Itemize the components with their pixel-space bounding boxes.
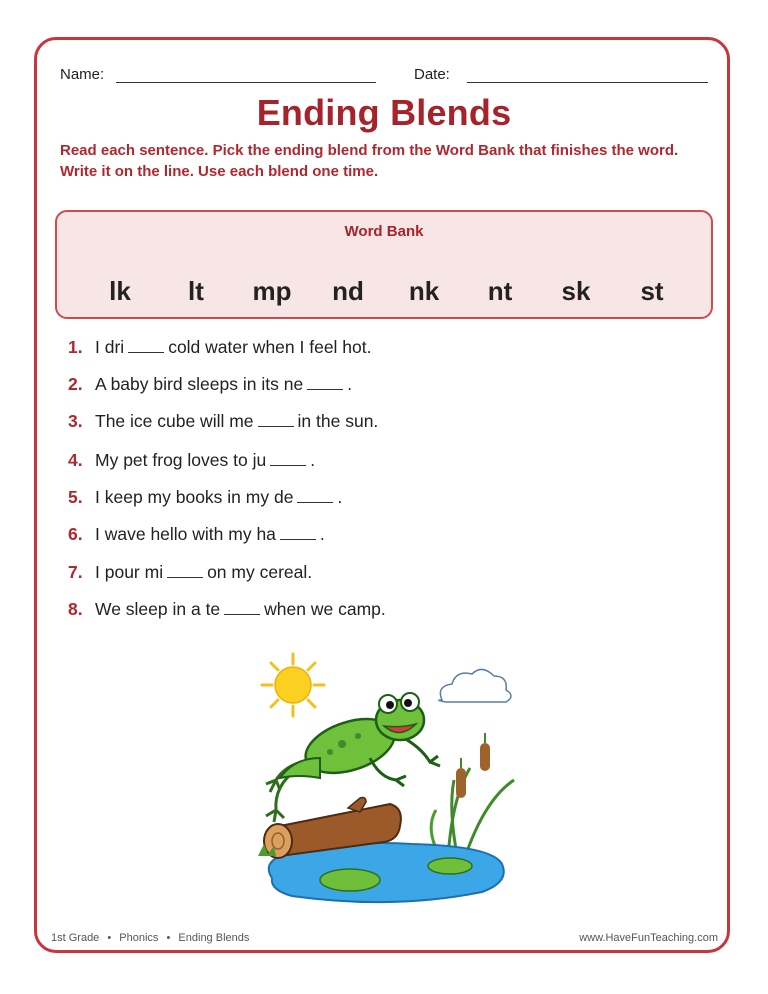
sentence-start: We sleep in a te xyxy=(95,599,221,619)
answer-blank[interactable] xyxy=(297,488,333,503)
sentence-8 xyxy=(68,599,386,620)
sentence-6 xyxy=(68,524,325,545)
blend-nd: nd xyxy=(332,276,364,306)
sentence-number: 6. xyxy=(68,524,83,544)
blend-st: st xyxy=(640,276,664,306)
answer-blank[interactable] xyxy=(224,600,260,615)
date-label: Date: xyxy=(414,66,450,83)
answer-blank[interactable] xyxy=(128,338,164,353)
sentence-2 xyxy=(68,374,352,395)
blend-nk: nk xyxy=(408,276,440,306)
blend-nt: nt xyxy=(487,276,513,306)
sentence-start: I pour mi xyxy=(95,562,164,582)
blend-mp: mp xyxy=(252,276,292,306)
answer-blank[interactable] xyxy=(307,375,343,390)
sentence-end: . xyxy=(310,450,316,470)
sentence-end: . xyxy=(347,374,353,394)
sentence-number: 4. xyxy=(68,450,83,470)
sentence-7 xyxy=(68,562,312,583)
sentence-number: 7. xyxy=(68,562,83,582)
sentence-end: . xyxy=(337,487,343,507)
name-line[interactable] xyxy=(116,82,376,83)
date-line[interactable] xyxy=(467,82,708,83)
answer-blank[interactable] xyxy=(167,563,203,578)
cattail-icon xyxy=(431,733,514,860)
word-bank xyxy=(55,210,713,319)
name-label: Name: xyxy=(60,66,105,83)
sentence-end: . xyxy=(319,524,325,544)
sentence-start: I wave hello with my ha xyxy=(95,524,276,544)
sentence-end: on my cereal. xyxy=(207,562,313,582)
sentence-end: in the sun. xyxy=(297,411,379,431)
sun-icon xyxy=(262,654,324,716)
footer-separator: • xyxy=(107,932,112,944)
sentence-3 xyxy=(68,411,378,432)
sentence-end: cold water when I feel hot. xyxy=(168,337,372,357)
sentence-number: 2. xyxy=(68,374,83,394)
blend-lt: lt xyxy=(188,276,204,306)
page-title: Ending Blends xyxy=(256,92,512,133)
sentence-start: I dri xyxy=(95,337,125,357)
sentence-start: I keep my books in my de xyxy=(95,487,294,507)
footer-breadcrumb xyxy=(51,932,249,944)
footer-topic: Ending Blends xyxy=(178,932,250,944)
sentence-start: A baby bird sleeps in its ne xyxy=(95,374,304,394)
sentence-4 xyxy=(68,450,315,471)
date-field xyxy=(414,66,450,83)
instructions: Read each sentence. Pick the ending blend from the Word Bank that finishes the word. Write it on the line. Use each blend one time. xyxy=(60,142,679,180)
name-field xyxy=(60,66,104,83)
footer-separator: • xyxy=(166,932,171,944)
cloud-icon xyxy=(439,669,511,702)
footer-grade: 1st Grade xyxy=(51,932,100,944)
sentence-start: The ice cube will me xyxy=(95,411,254,431)
word-bank-title: Word Bank xyxy=(344,223,424,240)
sentence-start: My pet frog loves to ju xyxy=(95,450,267,470)
answer-blank[interactable] xyxy=(280,525,316,540)
sentence-5 xyxy=(68,487,342,508)
blend-lk: lk xyxy=(109,276,131,306)
frog-illustration xyxy=(250,648,520,913)
footer-website[interactable]: www.HaveFunTeaching.com xyxy=(579,932,718,944)
sentence-1 xyxy=(68,337,372,358)
answer-blank[interactable] xyxy=(258,412,294,427)
footer-subject: Phonics xyxy=(119,932,159,944)
sentence-end: when we camp. xyxy=(264,599,386,619)
blend-sk: sk xyxy=(561,276,591,306)
sentence-number: 8. xyxy=(68,599,83,619)
sentence-number: 5. xyxy=(68,487,83,507)
sentence-number: 3. xyxy=(68,411,83,431)
answer-blank[interactable] xyxy=(270,451,306,466)
sentence-number: 1. xyxy=(68,337,83,357)
